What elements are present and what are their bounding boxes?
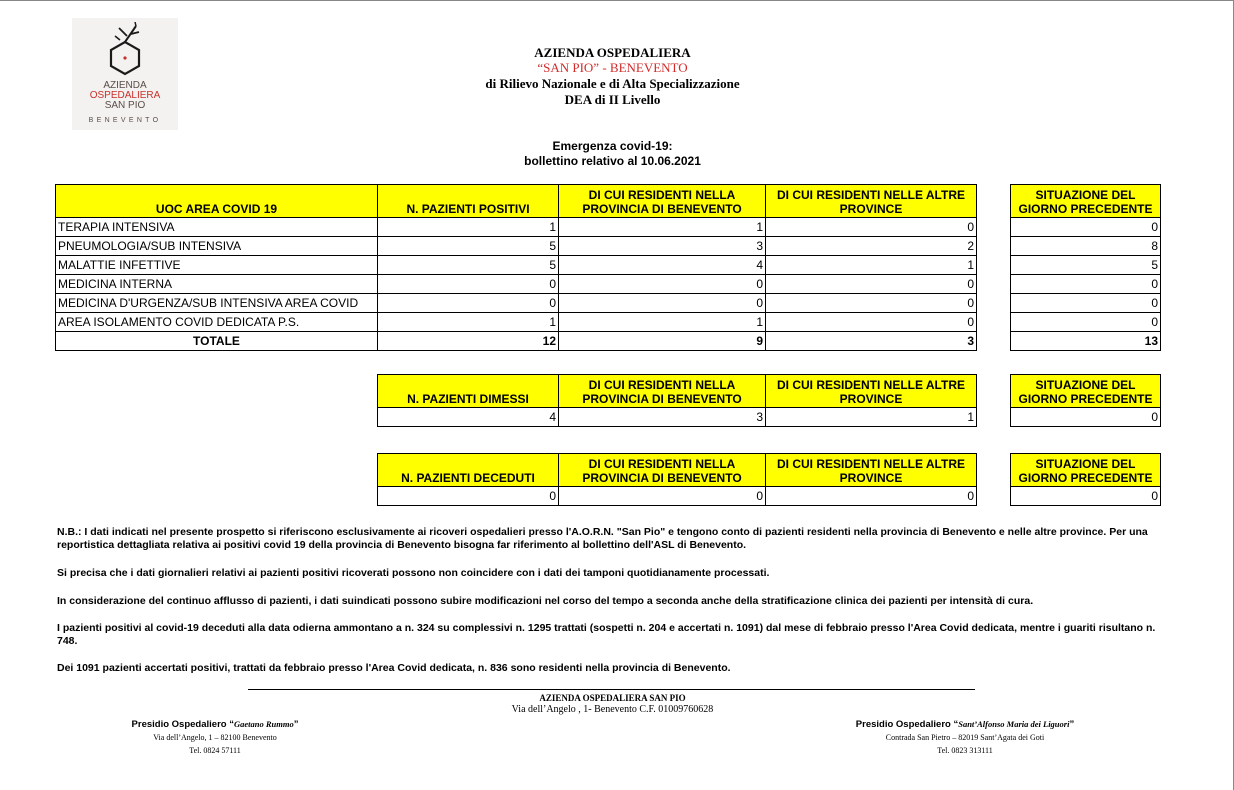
main-table	[55, 184, 977, 351]
logo-text-line2: OSPEDALIERA	[89, 90, 161, 101]
cell-prev: 0	[1011, 294, 1161, 313]
row-label: PNEUMOLOGIA/SUB INTENSIVA	[56, 237, 378, 256]
col-header-altre: DI CUI RESIDENTI NELLE ALTRE PROVINCE	[766, 454, 977, 487]
cell-prev: 8	[1011, 237, 1161, 256]
footer-right-title-prefix: Presidio Ospedaliero “	[855, 719, 959, 730]
footer-divider	[248, 689, 975, 690]
footer-left-title	[100, 718, 330, 731]
row-label: MEDICINA D'URGENZA/SUB INTENSIVA AREA COVID	[56, 294, 378, 313]
note-deceased: I pazienti positivi al covid-19 deceduti alla data odierna ammontano a n. 324 su complessivi n. 1295 trattati (sospetti n. 204 e accertati n. 1091) dal mese di febbraio presso l'Area Covid dedicata, mentre i guariti risultano n. 748.	[57, 622, 1156, 647]
total-benevento: 9	[559, 332, 766, 351]
cell-positivi: 0	[378, 275, 559, 294]
footer-company-address: Via dell’Angelo , 1- Benevento C.F. 01009760628	[511, 704, 714, 715]
table-row	[56, 218, 977, 237]
cell-benevento: 0	[559, 294, 766, 313]
col-header-benevento: DI CUI RESIDENTI NELLA PROVINCIA DI BENEVENTO	[559, 375, 766, 408]
table-row	[56, 237, 977, 256]
cell-benevento: 0	[559, 275, 766, 294]
cell-altre: 2	[766, 237, 977, 256]
cell-benevento: 1	[559, 218, 766, 237]
footer-right-title-name: Sant’Alfonso Maria dei Liguori	[958, 719, 1070, 729]
note-daily-data: Si precisa che i dati giornalieri relativi ai pazienti positivi ricoverati possono non coincidere con i dati dei tamponi quotidianamente processati.	[57, 567, 770, 579]
bulletin-date: bollettino relativo al 10.06.2021	[524, 154, 701, 168]
cell-altre: 0	[766, 487, 977, 506]
cell-altre: 0	[766, 313, 977, 332]
header-institution: AZIENDA OSPEDALIERA	[534, 45, 691, 60]
cell-altre: 1	[766, 256, 977, 275]
note-residents: Dei 1091 pazienti accertati positivi, trattati da febbraio presso l'Area Covid dedicata, n. 836 sono residenti nella provincia di Benevento.	[57, 662, 731, 674]
col-header-prev: SITUAZIONE DEL GIORNO PRECEDENTE	[1011, 454, 1161, 487]
cell-altre: 1	[766, 408, 977, 427]
col-header-altre: DI CUI RESIDENTI NELLE ALTRE PROVINCE	[766, 185, 977, 218]
cell-benevento: 4	[559, 256, 766, 275]
row-label: AREA ISOLAMENTO COVID DEDICATA P.S.	[56, 313, 378, 332]
table-row	[56, 256, 977, 275]
table-row	[56, 294, 977, 313]
dimessi-prev-table	[1010, 374, 1161, 427]
deceduti-prev-table	[1010, 453, 1161, 506]
cell-altre: 0	[766, 218, 977, 237]
cell-altre: 0	[766, 275, 977, 294]
total-prev: 13	[1011, 332, 1161, 351]
total-label: TOTALE	[56, 332, 378, 351]
col-header-benevento: DI CUI RESIDENTI NELLA PROVINCIA DI BENEVENTO	[559, 185, 766, 218]
total-positivi: 12	[378, 332, 559, 351]
hospital-logo	[72, 18, 178, 130]
cell-benevento: 0	[559, 487, 766, 506]
header-hospital-name: “SAN PIO” - BENEVENTO	[537, 60, 688, 75]
bulletin-title: Emergenza covid-19:	[552, 139, 673, 153]
col-header-uoc: UOC AREA COVID 19	[56, 185, 378, 218]
cell-positivi: 1	[378, 313, 559, 332]
header-dea-level: DEA di II Livello	[564, 92, 661, 107]
cell-positivi: 5	[378, 237, 559, 256]
cell-prev: 0	[1011, 313, 1161, 332]
cell-positivi: 5	[378, 256, 559, 275]
cell-prev: 0	[1011, 218, 1161, 237]
cell-prev: 5	[1011, 256, 1161, 275]
cell-altre: 0	[766, 294, 977, 313]
note-modifications: In considerazione del continuo afflusso di pazienti, i dati suindicati possono subire modificazioni nel corso del tempo a seconda anche della stratificazione clinica dei pazienti per intensità di cura.	[57, 595, 1034, 607]
total-altre: 3	[766, 332, 977, 351]
col-header-positivi: N. PAZIENTI POSITIVI	[378, 185, 559, 218]
col-header-altre: DI CUI RESIDENTI NELLE ALTRE PROVINCE	[766, 375, 977, 408]
logo-text-line1: AZIENDA	[103, 80, 147, 91]
row-label: TERAPIA INTENSIVA	[56, 218, 378, 237]
logo-text-line3: SAN PIO	[104, 100, 146, 111]
cell-prev: 0	[1011, 487, 1161, 506]
cell-prev: 0	[1011, 408, 1161, 427]
cell-dimessi: 4	[378, 408, 559, 427]
footer-right-tel: Tel. 0823 313111	[937, 746, 993, 755]
note-nb: N.B.: I dati indicati nel presente prospetto si riferiscono esclusivamente ai ricoveri ospedalieri presso l'A.O.R.N. "San Pio" e tengono conto di pazienti residenti nella provincia di Benevento e nelle altre province. Per una reportistica dettagliata relativa ai positivi covid 19 della provincia di Benevento bisogna far riferimento al bollettino dell'ASL di Benevento.	[57, 526, 1148, 551]
footer-right-title-end: ”	[1069, 719, 1075, 730]
col-header-benevento: DI CUI RESIDENTI NELLA PROVINCIA DI BENEVENTO	[559, 454, 766, 487]
cell-benevento: 3	[559, 408, 766, 427]
logo-text-line4: BENEVENTO	[88, 117, 162, 124]
col-header-deceduti: N. PAZIENTI DECEDUTI	[378, 454, 559, 487]
col-header-prev: SITUAZIONE DEL GIORNO PRECEDENTE	[1011, 375, 1161, 408]
table-row	[56, 275, 977, 294]
cell-positivi: 0	[378, 294, 559, 313]
footer-right-title	[830, 718, 1100, 731]
main-prev-table	[1010, 184, 1161, 351]
footer-left-title-end: ”	[293, 719, 299, 730]
footer-company-name: AZIENDA OSPEDALIERA SAN PIO	[539, 693, 686, 703]
row-label: MALATTIE INFETTIVE	[56, 256, 378, 275]
col-header-dimessi: N. PAZIENTI DIMESSI	[378, 375, 559, 408]
total-row	[56, 332, 977, 351]
footer-right-address: Contrada San Pietro – 82019 Sant’Agata dei Goti	[885, 733, 1045, 742]
cell-benevento: 1	[559, 313, 766, 332]
footer-left-address: Via dell’Angelo, 1 – 82100 Benevento	[153, 733, 277, 742]
deceduti-table	[377, 453, 977, 506]
footer-left-tel: Tel. 0824 57111	[189, 746, 241, 755]
footer-left-title-name: Gaetano Rummo	[233, 719, 294, 729]
cell-positivi: 1	[378, 218, 559, 237]
dimessi-table	[377, 374, 977, 427]
hexagon-logo-icon	[105, 22, 145, 80]
header-subtitle: di Rilievo Nazionale e di Alta Specializzazione	[485, 76, 740, 91]
main-table-header	[56, 185, 977, 218]
cell-benevento: 3	[559, 237, 766, 256]
row-label: MEDICINA INTERNA	[56, 275, 378, 294]
cell-deceduti: 0	[378, 487, 559, 506]
table-row	[56, 313, 977, 332]
footer-left-title-prefix: Presidio Ospedaliero “	[131, 719, 234, 730]
cell-prev: 0	[1011, 275, 1161, 294]
col-header-prev: SITUAZIONE DEL GIORNO PRECEDENTE	[1011, 185, 1161, 218]
